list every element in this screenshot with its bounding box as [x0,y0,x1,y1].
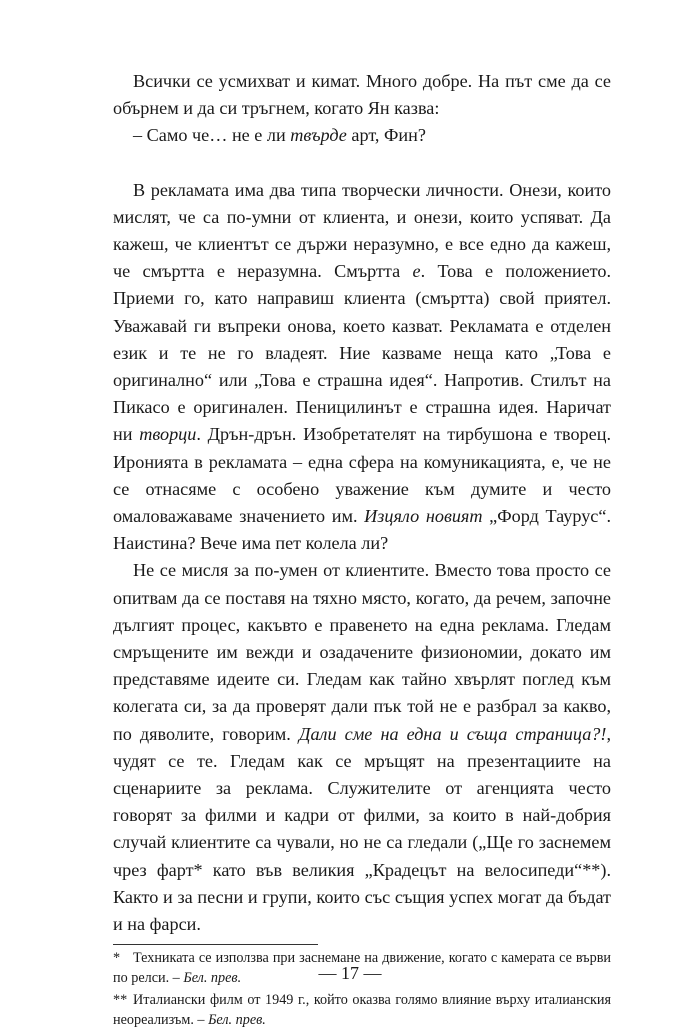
footnote-divider [113,944,318,945]
paragraph-3-italic-3: Изцяло новият [364,506,483,527]
paragraph-3 [113,177,611,558]
footnote-1-mark: * [113,950,121,967]
paragraph-3-italic-2: творци [139,424,197,445]
paragraph-1 [113,68,611,122]
paragraph-1-text: Всички се усмихват и кимат. Много добре. На път сме да се обърнем и да си тръгнем, когато Ян казва: [113,71,611,119]
footnote-2-italic: Бел. прев. [208,1011,266,1028]
paragraph-2-text-a: – Само че… не е ли [133,125,291,146]
paragraph-3-text-b: . Това е положението. Приеми го, като направиш клиента (смъртта) свой приятел. Уважавай ги въпреки онова, което казват. Рекламата е отделен език и те не го владеят. Ние казваме неща като „Това е оригинално“ или „Това е страшна идея“. Напротив. Стилът на Пикасо е оригинален. Пеницилинът е страшна идея. Наричат ни [113,261,611,445]
paragraph-4-italic: Дали сме на една и съща страница?! [298,723,607,744]
paragraph-2-italic: твърде [290,125,347,146]
section-gap [113,150,611,177]
footnote-1-italic: Бел. прев. [183,969,242,986]
paragraph-4-text-b: , чудят се те. Гледам как се мръщят на презентациите на сценариите за реклама. Служителите от агенцията често говорят за филми и кадри от филми, за които в най-добрия случай клиентите са чували, но не са гледали („Ще го заснемем чрез фарт* като във великия „Крадецът на велосипеди“**). Както и за песни и групи, които със същия успех могат да бъдат и на фарси. [113,723,611,935]
paragraph-3-text-d: „Форд Таурус“. Наистина? Вече има пет колела ли? [113,506,612,554]
footnote-1-text: Техниката се използва при заснемане на движение, когато с камерата се върви по релси. – [113,950,611,986]
paragraph-3-text-a: В рекламата има два типа творчески личности. Онези, които мислят, че са по-умни от клиента, и онези, които успяват. Да кажеш, че клиентът се държи неразумно, е все едно да кажеш, че смъртта е неразумна. Смъртта [113,179,611,282]
page-number: — 17 — [318,963,382,983]
paragraph-2-dialogue [113,122,611,149]
paragraph-3-italic-1: е [412,261,421,282]
footnote-2-mark: ** [113,992,128,1009]
footnote-2 [113,991,611,1030]
paragraph-4 [113,557,611,938]
paragraph-2-text-b: арт, Фин? [346,125,426,146]
paragraph-4-text-a: Не се мисля за по-умен от клиентите. Вместо това просто се опитвам да се поставя на тяхно място, когато, да речем, започне дългият процес, какъвто е правенето на една реклама. Гледам смръщените им вежди и озадачените физиономии, докато им представяме идеите си. Гледам как тайно хвърлят поглед към колегата си, за да проверят дали пък той не е разбрал за какво, по дяволите, говорим. [113,560,611,744]
paragraph-3-text-c: . Дрън-дрън. Изобретателят на тирбушона е творец. Иронията в рекламата – една сфера на комуникацията, е, че не се отнасяме с особено уважение към думите и често омаловажаваме значението им. [113,424,612,527]
footnote-2-text: Италиански филм от 1949 г., който оказва голямо влияние върху италианския неореализъм. – [113,992,611,1028]
page-body [113,68,611,1030]
